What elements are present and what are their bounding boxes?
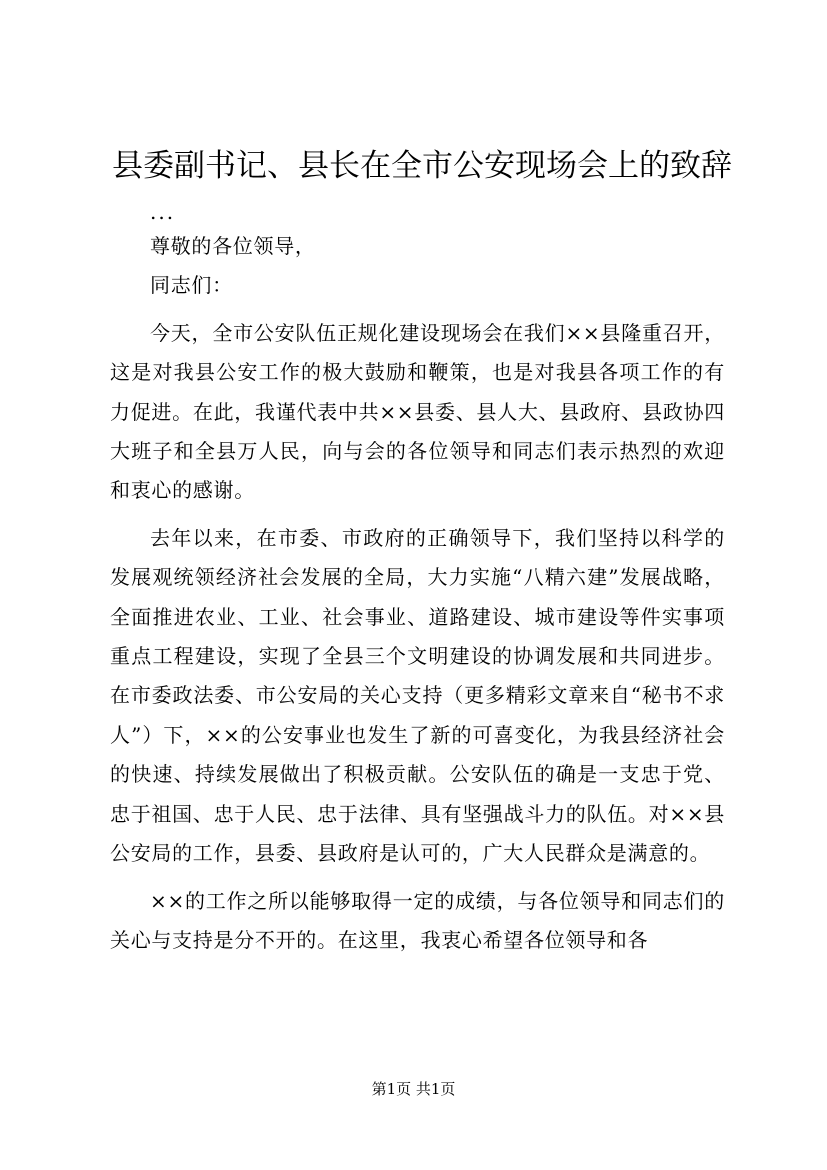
- document-body: [110, 197, 725, 960]
- document-title: 县委副书记、县长在全市公安现场会上的致辞: [112, 148, 732, 184]
- salutation-line: 尊敬的各位领导，: [150, 234, 316, 258]
- ellipsis-text: ...: [150, 200, 176, 224]
- paragraph-thanks: ××的工作之所以能够取得一定的成绩，与各位领导和同志们的关心与支持是分不开的。在这里，我衷心希望各位领导和各: [110, 888, 725, 952]
- paragraph-achievements: 去年以来，在市委、市政府的正确领导下，我们坚持以科学的发展观统领经济社会发展的全局，大力实施“八精六建”发展战略，全面推进农业、工业、社会事业、道路建设、城市建设等件实事项重点工程建设，实现了全县三个文明建设的协调发展和共同进步。在市委政法委、市公安局的关心支持（更多精彩文章来自“秘书不求人”）下，××的公安事业也发生了新的可喜变化，为我县经济社会的快速、持续发展做出了积极贡献。公安队伍的确是一支忠于党、忠于祖国、忠于人民、忠于法律、具有坚强战斗力的队伍。对××县公安局的工作，县委、县政府是认可的，广大人民群众是满意的。: [110, 525, 725, 866]
- greeting-line: 同志们：: [150, 273, 233, 298]
- page-footer: 第1页 共1页: [371, 1080, 456, 1098]
- paragraph-welcome: 今天，全市公安队伍正规化建设现场会在我们××县隆重召开，这是对我县公安工作的极大鼓励和鞭策，也是对我县各项工作的有力促进。在此，我谨代表中共××县委、县人大、县政府、县政协四大班子和全县万人民，向与会的各位领导和同志们表示热烈的欢迎和衷心的感谢。: [110, 320, 725, 503]
